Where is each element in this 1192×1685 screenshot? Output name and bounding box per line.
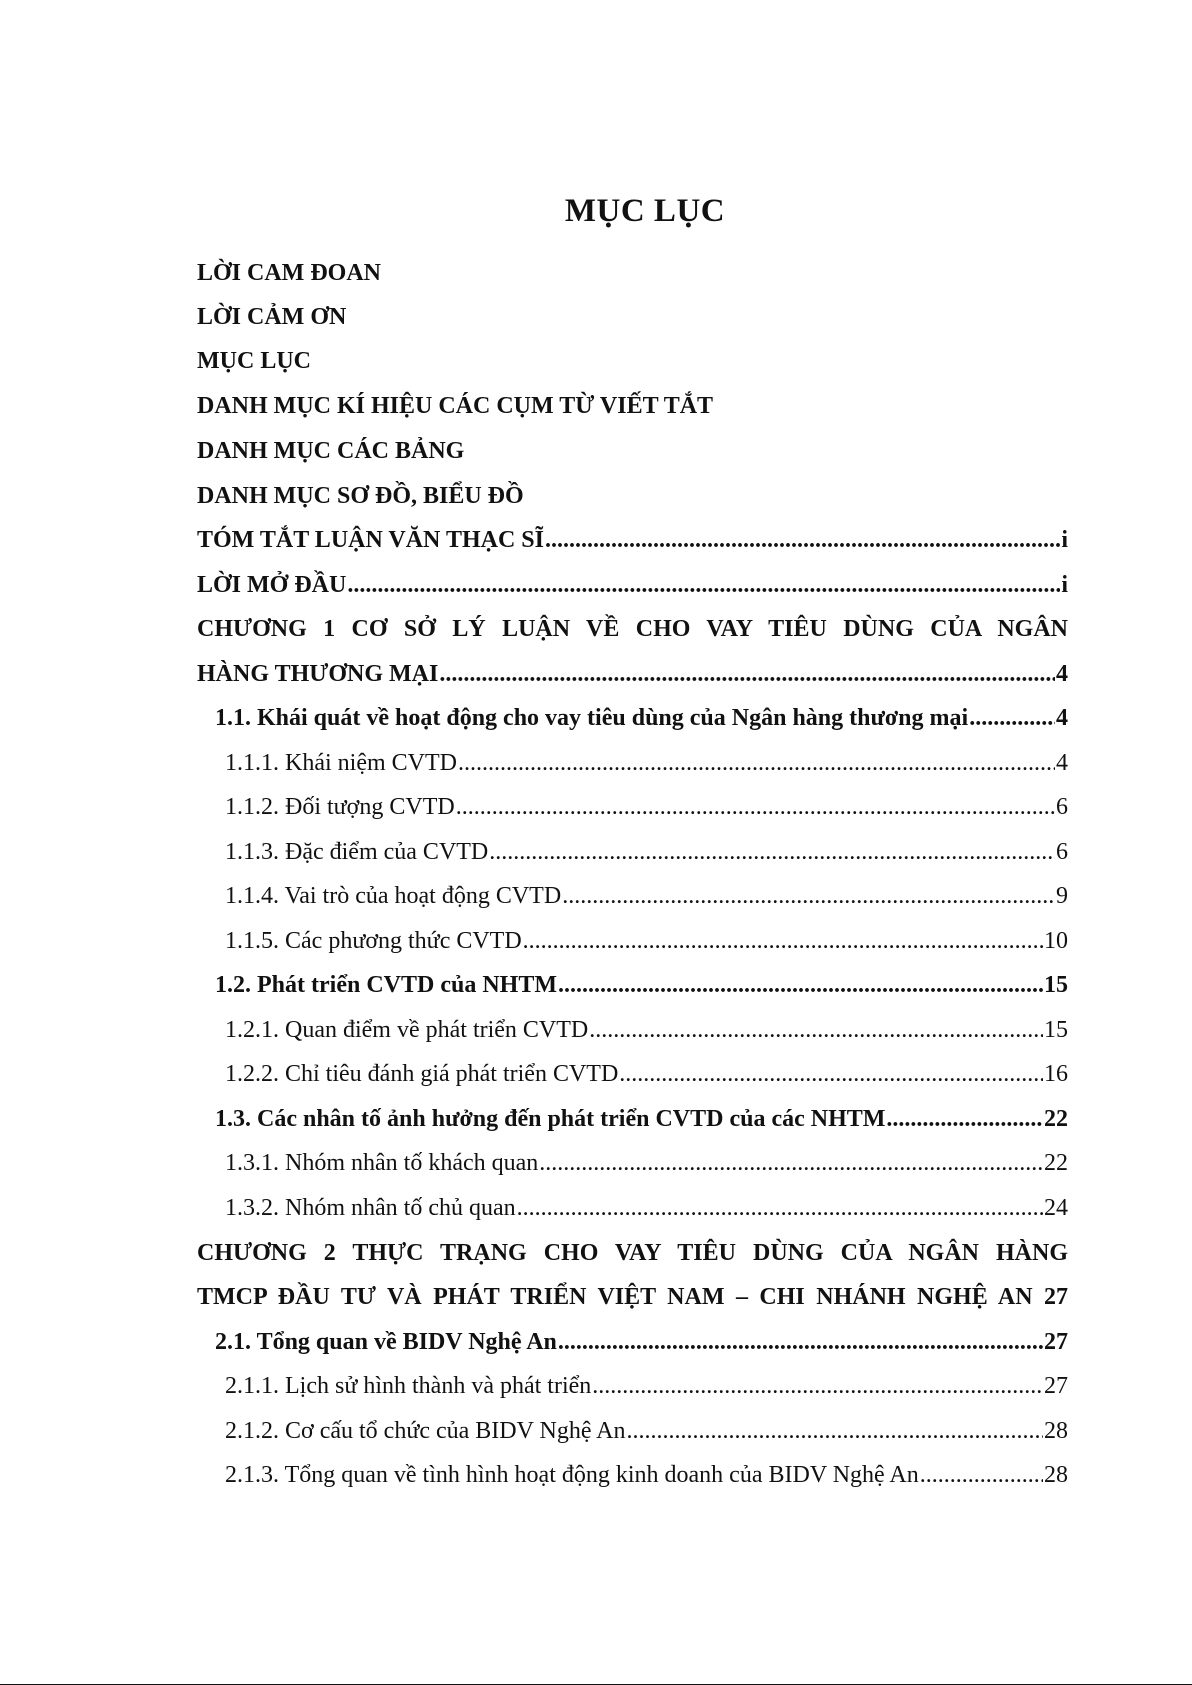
toc-page-number: 27: [1044, 1373, 1068, 1399]
toc-page-number: 22: [1044, 1106, 1068, 1132]
toc-page-number: 4: [1056, 705, 1068, 731]
toc-leader-dots: [539, 1146, 1043, 1180]
toc-leader-dots: [558, 1325, 1043, 1359]
toc-chapter-2-heading: [197, 1236, 1068, 1270]
toc-page-number: 6: [1056, 794, 1068, 820]
toc-leader-dots: [545, 523, 1060, 557]
toc-entry-text: 1.1. Khái quát về hoạt động cho vay tiêu dùng của Ngân hàng thương mại: [215, 705, 969, 731]
toc-front-matter-item: LỜI CAM ĐOAN: [197, 260, 381, 286]
toc-section-2-1: [215, 1325, 1068, 1359]
toc-section-1-2: [215, 968, 1068, 1002]
toc-entry-text: 1.3.2. Nhóm nhân tố chủ quan: [225, 1195, 516, 1221]
toc-entry-text: 1.3.1. Nhóm nhân tố khách quan: [225, 1150, 539, 1176]
toc-page-number: 16: [1044, 1061, 1068, 1087]
toc-leader-dots: [589, 1013, 1043, 1047]
toc-leader-dots: [456, 790, 1055, 824]
toc-subsection-1-1-4: [225, 879, 1068, 913]
toc-leader-dots: [592, 1369, 1043, 1403]
toc-entry-text: 1.1.2. Đối tượng CVTD: [225, 794, 455, 820]
toc-entry-text: TMCP ĐẦU TƯ VÀ PHÁT TRIỂN VIỆT NAM – CHI NHÁNH NGHỆ AN 27: [197, 1284, 1068, 1310]
toc-entry-text: 1.2. Phát triển CVTD của NHTM: [215, 972, 557, 998]
toc-leader-dots: [439, 657, 1055, 691]
toc-leader-dots: [517, 1191, 1043, 1225]
toc-page-number: 24: [1044, 1195, 1068, 1221]
toc-entry-text: 1.2.2. Chỉ tiêu đánh giá phát triển CVTD: [225, 1061, 619, 1087]
toc-entry-summary: [197, 523, 1068, 557]
toc-leader-dots: [969, 701, 1055, 735]
toc-entry-text: TÓM TẮT LUẬN VĂN THẠC SĨ: [197, 527, 544, 553]
toc-page-number: 28: [1044, 1418, 1068, 1444]
toc-leader-dots: [920, 1458, 1043, 1492]
toc-front-matter-item: MỤC LỤC: [197, 348, 311, 374]
toc-subsection-2-1-2: [225, 1414, 1068, 1448]
toc-chapter-1-heading-cont: [197, 657, 1068, 691]
toc-leader-dots: [523, 924, 1043, 958]
toc-subsection-2-1-3: [225, 1458, 1068, 1492]
toc-subsection-1-3-2: [225, 1191, 1068, 1225]
toc-entry-text: 2.1.2. Cơ cấu tổ chức của BIDV Nghệ An: [225, 1418, 626, 1444]
toc-front-matter-item: DANH MỤC KÍ HIỆU CÁC CỤM TỪ VIẾT TẮT: [197, 393, 714, 419]
toc-front-matter-item: DANH MỤC CÁC BẢNG: [197, 438, 465, 464]
toc-entry-introduction: [197, 568, 1068, 602]
toc-page-number: i: [1061, 527, 1068, 553]
toc-page-number: 28: [1044, 1462, 1068, 1488]
toc-front-matter-item: LỜI CẢM ƠN: [197, 304, 347, 330]
toc-page-number: 22: [1044, 1150, 1068, 1176]
toc-entry-text: 1.1.5. Các phương thức CVTD: [225, 928, 522, 954]
toc-leader-dots: [489, 835, 1055, 869]
toc-leader-dots: [886, 1102, 1043, 1136]
toc-page-number: 15: [1044, 1017, 1068, 1043]
toc-page-number: i: [1061, 572, 1068, 598]
toc-subsection-2-1-1: [225, 1369, 1068, 1403]
toc-leader-dots: [558, 968, 1043, 1002]
toc-section-1-3: [215, 1102, 1068, 1136]
toc-subsection-1-2-1: [225, 1013, 1068, 1047]
toc-leader-dots: [458, 746, 1055, 780]
toc-leader-dots: [619, 1057, 1043, 1091]
toc-subsection-1-1-3: [225, 835, 1068, 869]
toc-subsection-1-3-1: [225, 1146, 1068, 1180]
toc-entry-text: 2.1. Tổng quan về BIDV Nghệ An: [215, 1329, 557, 1355]
toc-leader-dots: [627, 1414, 1043, 1448]
page-title: MỤC LỤC: [564, 193, 726, 229]
toc-leader-dots: [347, 568, 1060, 602]
toc-page-number: 4: [1056, 750, 1068, 776]
toc-entry-text: CHƯƠNG 2 THỰC TRẠNG CHO VAY TIÊU DÙNG CỦA NGÂN HÀNG: [197, 1240, 1068, 1266]
toc-entry-text: CHƯƠNG 1 CƠ SỞ LÝ LUẬN VỀ CHO VAY TIÊU DÙNG CỦA NGÂN: [197, 616, 1068, 642]
toc-subsection-1-1-2: [225, 790, 1068, 824]
toc-entry-text: 1.1.1. Khái niệm CVTD: [225, 750, 457, 776]
toc-entry-text: HÀNG THƯƠNG MẠI: [197, 661, 439, 687]
toc-entry-text: 1.1.3. Đặc điểm của CVTD: [225, 839, 489, 865]
toc-entry-text: 1.2.1. Quan điểm về phát triển CVTD: [225, 1017, 589, 1043]
toc-page-number: 15: [1044, 972, 1068, 998]
toc-page-number: 4: [1056, 661, 1068, 687]
toc-page-number: 9: [1056, 883, 1068, 909]
toc-front-matter-item: DANH MỤC SƠ ĐỒ, BIỂU ĐỒ: [197, 483, 524, 509]
toc-chapter-1-heading: [197, 612, 1068, 646]
toc-entry-text: 1.1.4. Vai trò của hoạt động CVTD: [225, 883, 562, 909]
toc-subsection-1-2-2: [225, 1057, 1068, 1091]
toc-entry-text: 2.1.1. Lịch sử hình thành và phát triển: [225, 1373, 592, 1399]
toc-page-number: 6: [1056, 839, 1068, 865]
toc-entry-text: LỜI MỞ ĐẦU: [197, 572, 347, 598]
toc-entry-text: 1.3. Các nhân tố ảnh hưởng đến phát triển CVTD của các NHTM: [215, 1106, 886, 1132]
toc-page-number: 10: [1044, 928, 1068, 954]
toc-page-number: 27: [1044, 1329, 1068, 1355]
toc-section-1-1: [215, 701, 1068, 735]
toc-chapter-2-heading-cont: [197, 1280, 1068, 1314]
toc-subsection-1-1-5: [225, 924, 1068, 958]
toc-subsection-1-1-1: [225, 746, 1068, 780]
toc-leader-dots: [562, 879, 1055, 913]
toc-entry-text: 2.1.3. Tổng quan về tình hình hoạt động kinh doanh của BIDV Nghệ An: [225, 1462, 919, 1488]
